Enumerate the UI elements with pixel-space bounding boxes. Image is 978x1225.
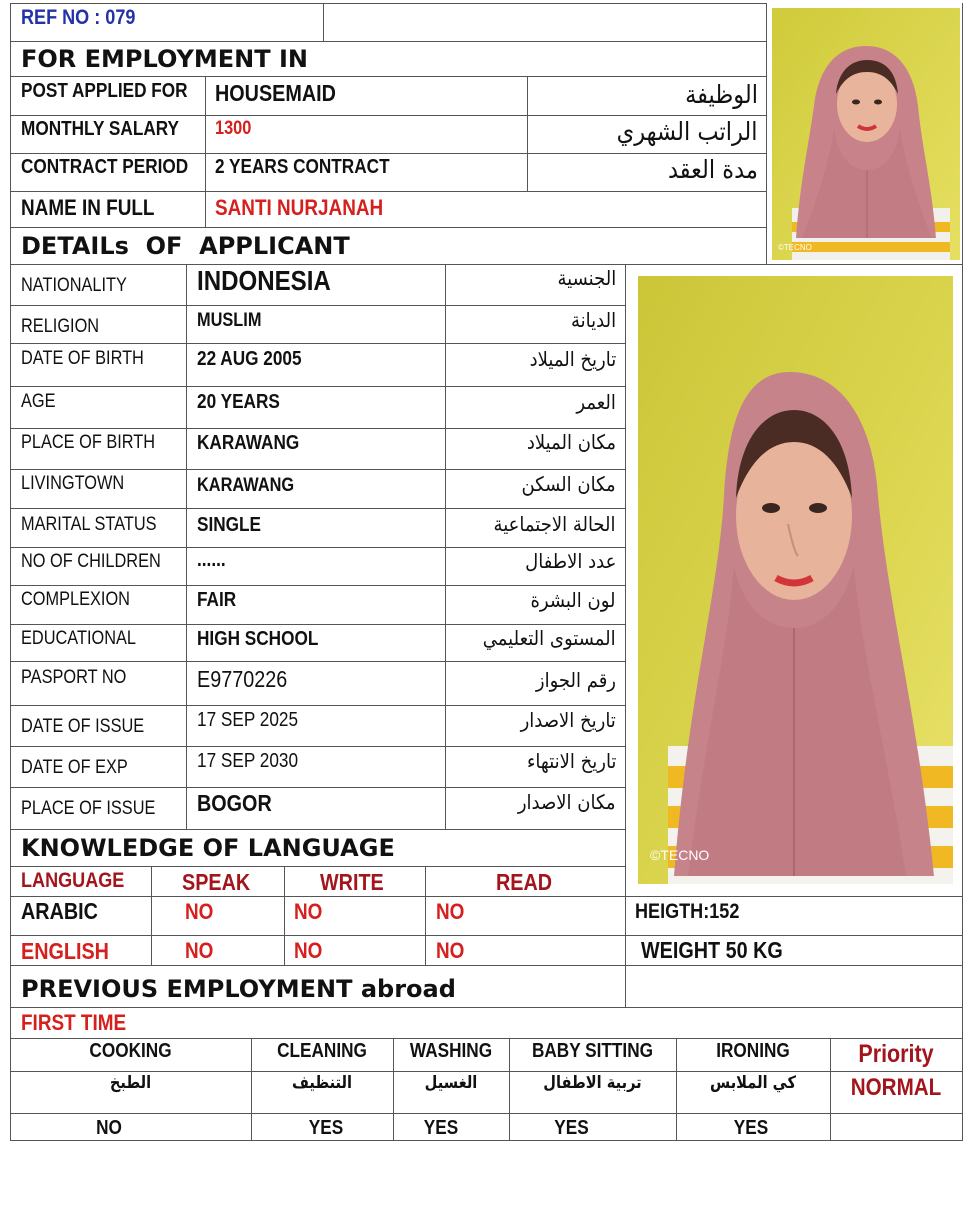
skill-ironing-arabic: كي الملابس [710, 1073, 796, 1093]
detail-value: 17 SEP 2025 [197, 709, 299, 731]
skill-ironing-value: YES [733, 1117, 769, 1139]
detail-label: RELIGION [21, 316, 100, 337]
detail-arabic: تاريخ الانتهاء [526, 749, 616, 773]
detail-arabic: الجنسية [557, 266, 616, 290]
detail-label: NO OF CHILDREN [21, 551, 161, 572]
detail-arabic: الحالة الاجتماعية [494, 512, 616, 536]
detail-label: NATIONALITY [21, 275, 127, 296]
detail-value: 22 AUG 2005 [197, 348, 302, 370]
language-header-speak: SPEAK [182, 869, 251, 895]
skill-baby-sitting-arabic: تربية الاطفال [543, 1073, 642, 1093]
skill-baby-sitting-value: YES [554, 1117, 589, 1139]
detail-label: PASPORT NO [21, 667, 127, 688]
detail-arabic: الديانة [570, 308, 616, 332]
detail-label: COMPLEXION [21, 589, 130, 610]
language-speak: NO [185, 899, 214, 924]
detail-label: AGE [21, 391, 56, 412]
skill-cooking-arabic: الطبخ [109, 1073, 152, 1093]
language-header-language: LANGUAGE [21, 869, 125, 892]
detail-label: EDUCATIONAL [21, 628, 137, 649]
name-label: NAME IN FULL [21, 195, 155, 220]
skill-cleaning-value: YES [308, 1117, 344, 1139]
contract-arabic: مدة العقد [668, 155, 758, 184]
detail-arabic: مكان السكن [521, 472, 616, 496]
skill-washing-value: YES [423, 1117, 459, 1139]
skill-ironing-label: IRONING [716, 1040, 790, 1062]
detail-label: MARITAL STATUS [21, 514, 157, 535]
contract-value: 2 YEARS CONTRACT [215, 156, 390, 178]
detail-arabic: مكان الميلاد [526, 430, 616, 454]
contract-label: CONTRACT PERIOD [21, 156, 189, 178]
skill-cooking-label: COOKING [89, 1040, 172, 1062]
language-speak: NO [185, 938, 214, 963]
detail-arabic: العمر [576, 390, 616, 414]
detail-value: ...... [197, 549, 226, 571]
details-heading: DETAILs OF APPLICANT [21, 232, 350, 260]
language-header-write: WRITE [320, 869, 384, 895]
detail-arabic: رقم الجواز [535, 668, 616, 692]
portrait-image [772, 8, 960, 260]
language-write: NO [294, 938, 323, 963]
post-label: POST APPLIED FOR [21, 80, 188, 102]
language-read: NO [436, 899, 465, 924]
detail-label: PLACE OF BIRTH [21, 432, 156, 453]
applicant-photo-small [772, 8, 960, 260]
post-value: HOUSEMAID [215, 80, 336, 106]
detail-value: MUSLIM [197, 310, 262, 331]
salary-value: 1300 [215, 118, 252, 139]
photo-watermark: ©TECNO [778, 243, 812, 252]
priority-label: Priority [858, 1040, 934, 1068]
previous-employment-heading: PREVIOUS EMPLOYMENT abroad [21, 975, 456, 1003]
skill-washing-label: WASHING [409, 1040, 493, 1062]
language-name-arabic: ARABIC [21, 898, 98, 924]
weight-value: WEIGHT 50 KG [641, 937, 783, 963]
detail-value: KARAWANG [197, 475, 295, 496]
skill-cleaning-arabic: التنظيف [291, 1073, 353, 1093]
skill-washing-arabic: الغسيل [424, 1073, 478, 1093]
height-value: HEIGTH:152 [635, 900, 740, 923]
name-value: SANTI NURJANAH [215, 195, 384, 220]
previous-employment-value: FIRST TIME [21, 1010, 127, 1035]
ref-number: REF NO : 079 [21, 6, 136, 29]
detail-label: PLACE OF ISSUE [21, 798, 156, 819]
photo-watermark: ©TECNO [650, 847, 710, 863]
detail-arabic: تاريخ الميلاد [529, 347, 616, 371]
language-read: NO [436, 938, 465, 963]
detail-value: INDONESIA [197, 265, 331, 296]
employment-heading: FOR EMPLOYMENT IN [21, 45, 308, 73]
language-name-english: ENGLISH [21, 938, 109, 964]
language-heading: KNOWLEDGE OF LANGUAGE [21, 834, 395, 862]
detail-arabic: المستوى التعليمي [483, 626, 616, 650]
detail-value: HIGH SCHOOL [197, 628, 319, 650]
priority-value: NORMAL [850, 1074, 942, 1101]
language-write: NO [294, 899, 323, 924]
skill-cooking-value: NO [96, 1117, 122, 1139]
detail-value: BOGOR [197, 790, 272, 816]
language-header-read: READ [496, 869, 553, 895]
detail-value: FAIR [197, 589, 237, 611]
detail-value: SINGLE [197, 514, 262, 536]
detail-arabic: مكان الاصدار [518, 790, 616, 814]
applicant-photo-large [638, 276, 953, 884]
detail-arabic: تاريخ الاصدار [520, 708, 616, 732]
salary-label: MONTHLY SALARY [21, 118, 180, 140]
detail-arabic: لون البشرة [530, 588, 616, 612]
detail-label: LIVINGTOWN [21, 473, 125, 494]
detail-label: DATE OF EXP [21, 757, 128, 778]
salary-arabic: الراتب الشهري [617, 117, 758, 146]
skill-cleaning-label: CLEANING [277, 1040, 367, 1062]
detail-arabic: عدد الاطفال [524, 549, 616, 573]
detail-label: DATE OF BIRTH [21, 348, 144, 369]
detail-value: 17 SEP 2030 [197, 750, 299, 772]
detail-value: E9770226 [197, 666, 288, 692]
skill-baby-sitting-label: BABY SITTING [531, 1040, 654, 1062]
portrait-image [638, 276, 953, 884]
detail-value: 20 YEARS [197, 391, 280, 413]
detail-label: DATE OF ISSUE [21, 716, 145, 737]
detail-value: KARAWANG [197, 432, 300, 454]
post-arabic: الوظيفة [685, 80, 758, 109]
